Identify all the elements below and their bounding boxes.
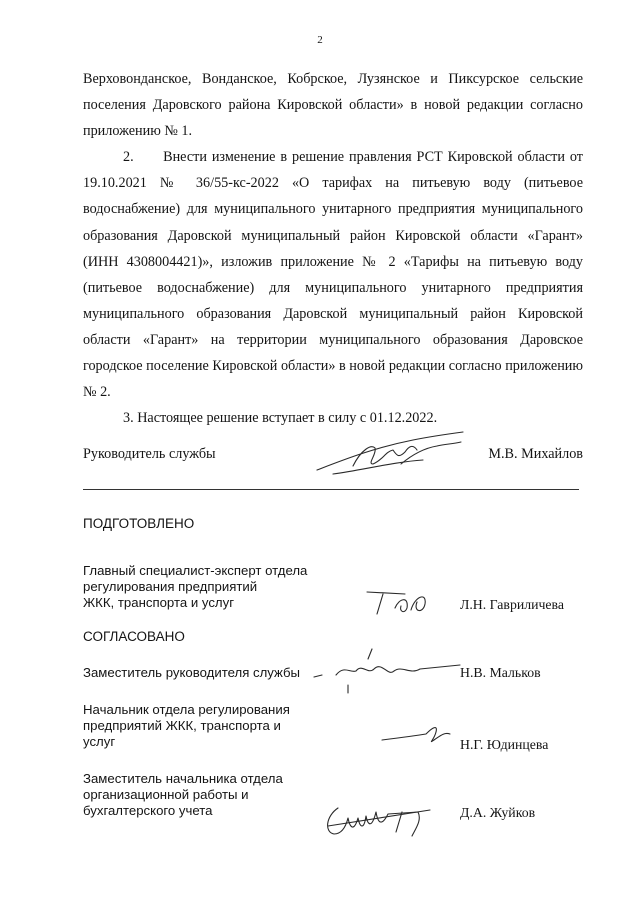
document-body <box>83 66 583 431</box>
approver-3-role: Заместитель начальника отдела организационной работы и бухгалтерского учета <box>83 771 283 818</box>
signatory-role: Руководитель службы <box>83 446 216 462</box>
approver-2-name: Н.Г. Юдинцева <box>460 737 549 752</box>
approver-1-role: Заместитель руководителя службы <box>83 665 301 680</box>
initials-signature-icon <box>365 588 445 618</box>
approved-heading: СОГЛАСОВАНО <box>83 629 185 644</box>
prepared-name: Л.Н. Гавриличева <box>460 597 565 612</box>
approver-1-name: Н.В. Мальков <box>460 665 541 680</box>
head-signature-block <box>83 446 583 476</box>
handwritten-signature-icon <box>313 430 513 480</box>
paragraph-2: 2. Внести изменение в решение правления РСТ Кировской области от 19.10.2021 № 36/55-кс-2022 «О тарифах на питьевую воду (питьевое водоснабжение) для муниципального унитарного предприятия муниципального образования Даровской муниципальный район Кировской области «Гарант» (ИНН 4308004421)», изложив приложение № 2 «Тарифы на питьевую воду (питьевое водоснабжение) для муниципального унитарного предприятия муниципального образования Даровской муниципальный район Кировской области «Гарант» на территории муниципального образования Даровское городское поселение Кировской области» в новой редакции согласно приложению № 2. <box>83 149 583 401</box>
prepared-role: Главный специалист-эксперт отдела регулирования предприятий ЖКК, транспорта и услуг <box>83 563 308 610</box>
approver-2-signature-icon <box>378 718 458 748</box>
approver-1-signature-icon <box>310 645 460 695</box>
paragraph-3: 3. Настоящее решение вступает в силу с 01.12.2022. <box>123 410 438 427</box>
approver-3-signature-icon <box>318 796 448 846</box>
approver-2-role: Начальник отдела регулирования предприятий ЖКК, транспорта и услуг <box>83 702 290 749</box>
approver-3-name: Д.А. Жуйков <box>460 805 536 820</box>
signatory-name: М.В. Михайлов <box>488 446 583 462</box>
divider <box>83 489 579 490</box>
prepared-heading: ПОДГОТОВЛЕНО <box>83 516 195 531</box>
paragraph-1: Верховонданское, Вонданское, Кобрское, Лузянское и Пиксурское сельские поселения Даровского района Кировской области» в новой редакции согласно приложению № 1. <box>83 71 583 140</box>
page-number: 2 <box>317 34 323 46</box>
